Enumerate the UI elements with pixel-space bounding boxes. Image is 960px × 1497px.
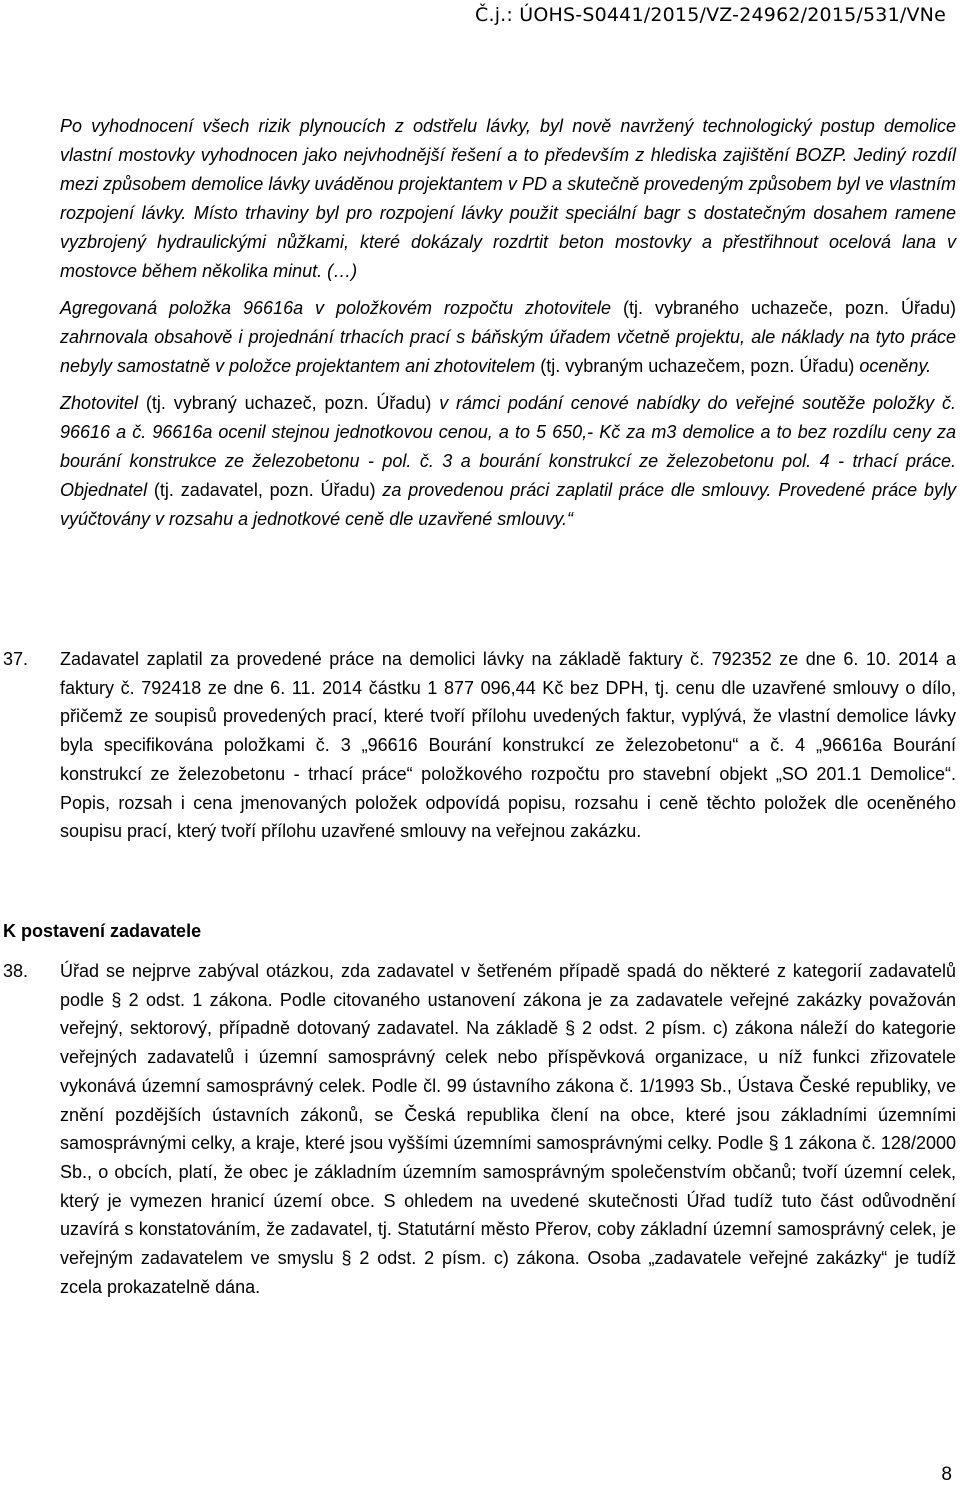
quoted-statement — [60, 112, 956, 542]
office-note: (tj. zadavatel, pozn. Úřadu) — [153, 480, 383, 500]
office-note: (tj. vybraného uchazeče, pozn. Úřadu) — [623, 298, 956, 318]
page-number: 8 — [941, 1464, 952, 1485]
quote-text: zahrnovala obsahově i projednání trhacích prací s báňským úřadem včetně projektu, ale náklady na tyto práce nebyly samostatně v položce projektantem ani zhotovitelem — [60, 327, 956, 376]
quote-paragraph-1: Po vyhodnocení všech rizik plynoucích z odstřelu lávky, byl nově navržený technologický postup demolice vlastní mostovky vyhodnocen jako nejvhodnější řešení a to především z hlediska zajištění BOZP. Jediný rozdíl mezi způsobem demolice lávky uváděnou projektantem v PD a skutečně provedeným způsobem byl ve vlastním rozpojení lávky. Místo trhaviny byl pro rozpojení lávky použit speciální bagr s dostatečným dosahem ramene vyzbrojený hydraulickými nůžkami, které dokázaly rozdrtit beton mostovky a přestřihnout ocelová lana v mostovce během několika minut. (…) — [60, 116, 956, 281]
paragraph-38: Úřad se nejprve zabýval otázkou, zda zadavatel v šetřeném případě spadá do některé z kategorií zadavatelů podle § 2 odst. 1 zákona. Podle citovaného ustanovení zákona je za zadavatele veřejné zakázky považován veřejný, sektorový, případně dotovaný zadavatel. Na základě § 2 odst. 2 písm. c) zákona náleží do kategorie veřejných zadavatelů i územní samosprávný celek nebo příspěvková organizace, u níž funkci zřizovatele vykonává územní samosprávný celek. Podle čl. 99 ústavního zákona č. 1/1993 Sb., Ústava České republiky, ve znění pozdějších ústavních zákonů, se Česká republika člení na obce, které jsou základními územními samosprávnými celky, a kraje, které jsou vyššími územními samosprávnými celky. Podle § 1 zákona č. 128/2000 Sb., o obcích, platí, že obec je základním územním samosprávným společenstvím občanů; tvoří územní celek, který je vymezen hranicí území obce. S ohledem na uvedené skutečnosti Úřad tudíž tuto část odůvodnění uzavírá s konstatováním, že zadavatel, tj. Statutární město Přerov, coby základní územní samosprávný celek, je veřejným zadavatelem ve smyslu § 2 odst. 2 písm. c) zákona. Osoba „zadavatele veřejné zakázky“ je tudíž zcela prokazatelně dána. — [60, 961, 956, 1297]
office-note: (tj. vybraný uchazeč, pozn. Úřadu) — [145, 393, 440, 413]
quote-text: Agregovaná položka 96616a v položkovém rozpočtu zhotovitele — [60, 298, 624, 318]
quote-text: v rámci podání cenové nabídky do veřejné soutěže položky č. 96616 a č. 96616a ocenil stejnou jednotkovou cenou, a to 5 650,- Kč za m3 demolice a to bez rozdílu ceny za bourání konstrukce ze železobetonu - pol. č. 3 a bourání konstrukcí ze železobetonu pol. 4 - trhací práce. Objednatel — [60, 393, 956, 500]
office-note: (tj. vybraným uchazečem, pozn. Úřadu) — [540, 356, 860, 376]
section-heading: K postavení zadavatele — [3, 921, 202, 941]
paragraph-37: Zadavatel zaplatil za provedené práce na demolici lávky na základě faktury č. 792352 ze dne 6. 10. 2014 a faktury č. 792418 ze dne 6. 11. 2014 částku 1 877 096,44 Kč bez DPH, tj. cenu dle uzavřené smlouvy o dílo, přičemž ze soupisů provedených prací, které tvoří přílohu uvedených faktur, vyplývá, že vlastní demolice lávky byla specifikována položkami č. 3 „96616 Bourání konstrukcí ze železobetonu“ a č. 4 „96616a Bourání konstrukcí ze železobetonu - trhací práce“ položkového rozpočtu pro stavební objekt „SO 201.1 Demolice“. Popis, rozsah i cena jmenovaných položek odpovídá popisu, rozsahu i ceně těchto položek dle oceněného soupisu prací, který tvoří přílohu uzavřené smlouvy na veřejnou zakázku. — [60, 649, 956, 842]
quote-text: oceněny. — [859, 356, 932, 376]
quote-text: za provedenou práci zaplatil práce dle smlouvy. Provedené práce byly vyúčtovány v rozsahu a jednotkové ceně dle uzavřené smlouvy.“ — [60, 480, 956, 529]
quote-paragraph-3 — [60, 389, 956, 534]
paragraph-number-37: 37. — [3, 649, 29, 669]
document-reference: Č.j.: ÚOHS-S0441/2015/VZ-24962/2015/531/VNe — [474, 4, 946, 26]
paragraph-number-38: 38. — [3, 961, 29, 981]
quote-paragraph-2 — [60, 294, 956, 381]
quote-text: Zhotovitel — [60, 393, 146, 413]
